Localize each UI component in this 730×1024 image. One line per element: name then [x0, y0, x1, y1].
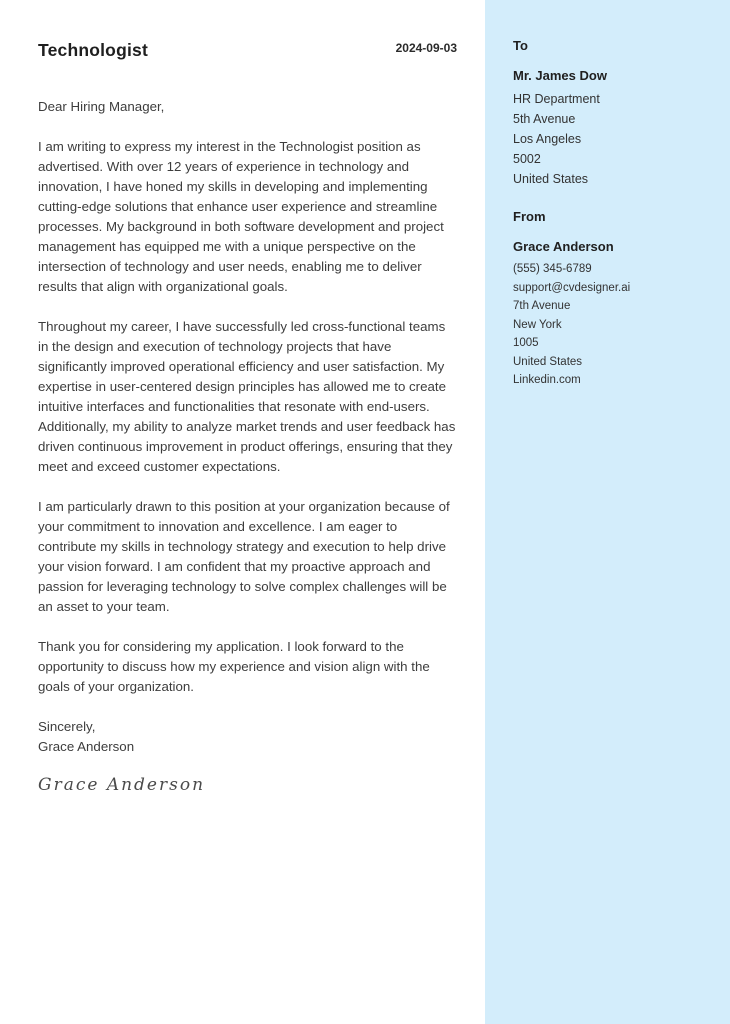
- sender-linkedin: Linkedin.com: [513, 374, 581, 386]
- sender-street: 7th Avenue: [513, 300, 571, 312]
- from-heading: From: [513, 209, 546, 224]
- closing-phrase: Sincerely,: [38, 719, 96, 734]
- letter-header: [38, 40, 457, 61]
- recipient-postal-code: 5002: [513, 152, 541, 166]
- letter-paragraph: I am writing to express my interest in the Technologist position as advertised. With over 12 years of experience in technology and innovation, I have honed my skills in developing and implementing cutting-edge solutions that enhance user experience and streamline processes. My background in both software development and project management has equipped me with a unique perspective on the intersection of technology and user needs, enabling me to deliver results that align with organizational goals.: [38, 139, 444, 294]
- recipient-city: Los Angeles: [513, 132, 582, 146]
- letter-paragraph: I am particularly drawn to this position at your organization because of your commitment to innovation and excellence. I am eager to contribute my skills in technology strategy and execution to help drive your vision forward. I am confident that my proactive approach and passion for leveraging technology to solve complex challenges will be an asset to your team.: [38, 499, 450, 614]
- sender-postal-code: 1005: [513, 337, 539, 349]
- sender-email: support@cvdesigner.ai: [513, 281, 631, 294]
- sender-sidebar-name: Grace Anderson: [513, 239, 614, 254]
- sender-city: New York: [513, 318, 562, 331]
- to-heading: To: [513, 38, 528, 53]
- sender-phone: (555) 345-6789: [513, 263, 592, 275]
- contact-sidebar: [485, 0, 730, 1024]
- recipient-name: Mr. James Dow: [513, 68, 607, 83]
- page-title: Technologist: [38, 40, 148, 60]
- from-section: [513, 209, 710, 390]
- signature-script: Grace Anderson: [38, 775, 206, 795]
- sender-country: United States: [513, 355, 583, 368]
- closing-block: [38, 717, 457, 757]
- recipient-street: 5th Avenue: [513, 112, 576, 126]
- letter-paragraph: Throughout my career, I have successfully led cross-functional teams in the design and execution of technology projects that have significantly improved operational efficiency and user satisfaction. My expertise in user-centered design principles has allowed me to create intuitive interfaces and functionalities that resonate with end-users. Additionally, my ability to analyze market trends and user feedback has driven continuous improvement in product offerings, ensuring that they meet and exceed customer expectations.: [38, 319, 456, 474]
- recipient-department: HR Department: [513, 92, 600, 106]
- letter-date: 2024-09-03: [395, 41, 457, 55]
- letter-paragraph: Thank you for considering my application. I look forward to the opportunity to discuss how my experience and vision align with the goals of your organization.: [38, 639, 430, 694]
- salutation: Dear Hiring Manager,: [38, 99, 165, 114]
- sender-name: Grace Anderson: [38, 739, 135, 754]
- recipient-country: United States: [513, 172, 589, 186]
- to-section: [513, 38, 710, 189]
